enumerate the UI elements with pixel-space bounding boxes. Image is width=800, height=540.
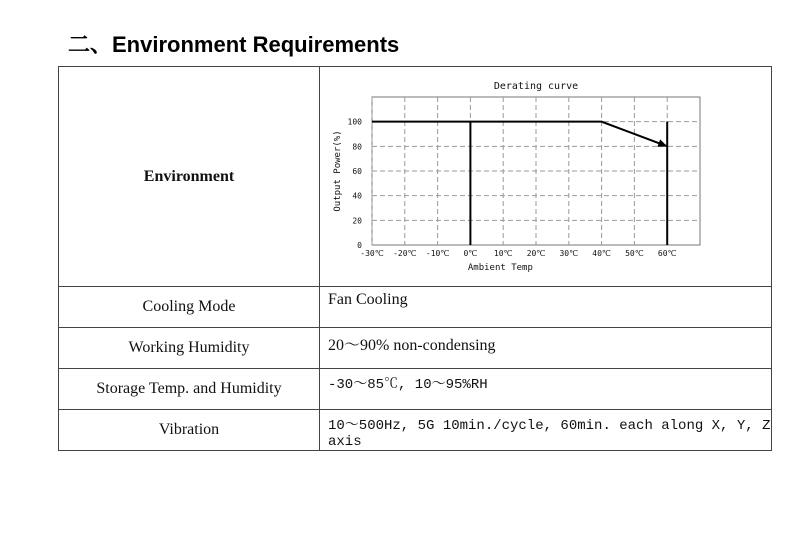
derating-line	[372, 122, 667, 147]
x-tick-label: -30℃	[360, 249, 384, 258]
environment-spec-table	[58, 66, 772, 451]
chart-series	[372, 122, 667, 245]
section-heading: 二、Environment Requirements	[68, 32, 400, 57]
derating-chart	[320, 67, 772, 281]
y-axis-ticks	[348, 118, 363, 250]
working-humidity-label: Working Humidity	[59, 328, 320, 369]
x-tick-label: 60℃	[657, 249, 677, 258]
table-row-environment	[59, 67, 772, 287]
x-tick-label: -10℃	[425, 249, 450, 258]
y-axis-label: Output Power(%)	[333, 130, 343, 212]
x-tick-label: 10℃	[493, 249, 513, 258]
chart-grid	[372, 97, 700, 245]
y-tick-label: 60	[352, 167, 362, 176]
storage-value: -30～85℃, 10～95%RH	[320, 369, 772, 410]
cooling-mode-label: Cooling Mode	[59, 287, 320, 328]
y-tick-label: 20	[352, 216, 362, 226]
environment-label: Environment	[59, 67, 320, 287]
derating-chart-cell	[320, 67, 772, 287]
y-tick-label: 80	[352, 142, 362, 152]
x-tick-label: 40℃	[592, 249, 611, 258]
x-axis-label: Ambient Temp	[467, 263, 533, 273]
y-tick-label: 100	[347, 117, 362, 127]
vibration-label: Vibration	[59, 410, 320, 451]
table-row-humidity	[59, 328, 772, 369]
x-tick-label: 50℃	[625, 249, 644, 258]
x-tick-label: 0℃	[463, 249, 478, 258]
x-tick-label: 20℃	[526, 249, 546, 258]
y-tick-label: 0	[357, 241, 362, 250]
derating-arrowhead	[657, 139, 667, 146]
cooling-mode-value: Fan Cooling	[320, 287, 772, 328]
chart-title: Derating curve	[493, 81, 579, 92]
storage-label: Storage Temp. and Humidity	[59, 369, 320, 410]
working-humidity-value: 20～90% non-condensing	[320, 328, 772, 369]
y-tick-label: 40	[352, 191, 362, 201]
table-row-cooling	[59, 287, 772, 328]
x-tick-label: 30℃	[559, 249, 579, 258]
table-row-vibration	[59, 410, 772, 451]
x-axis-ticks	[360, 249, 676, 258]
vibration-value: 10～500Hz, 5G 10min./cycle, 60min. each along X, Y, Z axis	[320, 410, 772, 451]
x-tick-label: -20℃	[393, 249, 417, 258]
table-row-storage	[59, 369, 772, 410]
